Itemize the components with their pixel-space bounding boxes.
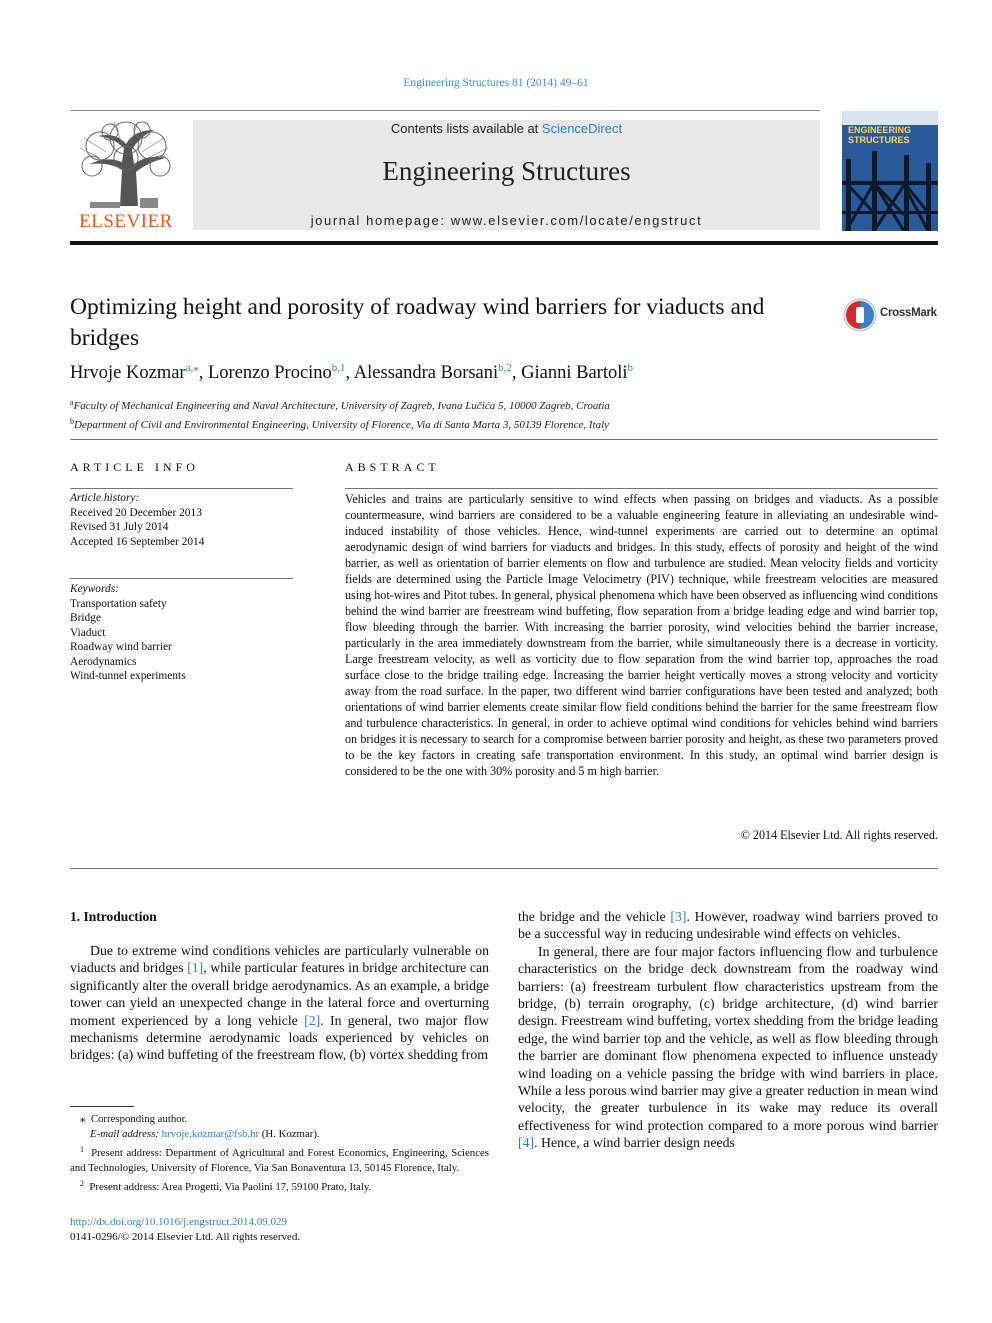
footnote-rule bbox=[70, 1106, 134, 1107]
reference-link[interactable]: [3] bbox=[670, 909, 687, 924]
article-info-rule bbox=[70, 488, 293, 489]
author-list: Hrvoje Kozmar$^{a,⁎}$, Lorenzo Procino$^{b,1}$, Alessandra Borsani$^{b,2}$, Gianni Bartoli$^b$ bbox=[70, 362, 634, 383]
keyword-item: Aerodynamics bbox=[70, 655, 137, 668]
reference-link[interactable]: [1] bbox=[187, 960, 204, 976]
body-column-left bbox=[70, 942, 489, 1064]
email-label: E-mail address: bbox=[90, 1128, 162, 1140]
section-heading: 1. Introduction bbox=[70, 909, 157, 924]
cover-title-line2: STRUCTURES bbox=[848, 135, 910, 145]
reference-link[interactable]: [2] bbox=[304, 1012, 321, 1028]
author-affiliation-mark[interactable]: a,⁎ bbox=[185, 362, 199, 374]
footnote-email bbox=[70, 1127, 489, 1142]
body-column-right bbox=[518, 908, 938, 1152]
journal-name: Engineering Structures bbox=[382, 156, 631, 186]
text-run: . In general, two major flow mechanisms determine aerodynamic loads experienced by vehicles on bridges: (a) wind buffeting of the freestream flow, (b) vortex shedding from bbox=[70, 1012, 489, 1063]
history-label: Article history: bbox=[70, 492, 140, 504]
keyword-item: Viaduct bbox=[70, 626, 106, 639]
journal-banner bbox=[193, 120, 820, 230]
affiliation-list bbox=[70, 395, 930, 433]
abstract-heading: ABSTRACT bbox=[345, 460, 440, 474]
footnote-corresponding bbox=[70, 1112, 489, 1127]
article-title: Optimizing height and porosity of roadway wind barriers for viaducts and bridges bbox=[70, 294, 765, 351]
footnote-mark: ⁎ bbox=[80, 1113, 86, 1125]
abstract-copyright: © 2014 Elsevier Ltd. All rights reserved. bbox=[740, 828, 938, 842]
author-name[interactable]: Gianni Bartoli bbox=[521, 363, 628, 383]
affiliation-mark: a bbox=[70, 398, 74, 407]
footnote-mark: 1 bbox=[80, 1145, 84, 1154]
elsevier-tree-icon bbox=[70, 118, 182, 210]
keyword-item: Transportation safety bbox=[70, 597, 167, 610]
keyword-item: Wind-tunnel experiments bbox=[70, 670, 186, 682]
footnote-1 bbox=[70, 1142, 489, 1176]
section-rule bbox=[70, 868, 938, 869]
affiliation-item bbox=[70, 414, 930, 433]
elsevier-wordmark: ELSEVIER bbox=[79, 211, 173, 232]
text-run: Due to extreme wind conditions vehicles are particularly vulnerable on viaducts and bridges bbox=[70, 943, 489, 976]
reference-link[interactable]: [4] bbox=[518, 1135, 535, 1151]
footnotes bbox=[70, 1112, 489, 1195]
cover-title-line1: ENGINEERING bbox=[848, 125, 912, 135]
header-thick-rule bbox=[70, 241, 938, 245]
contents-line bbox=[193, 121, 820, 136]
paragraph bbox=[70, 942, 489, 1064]
history-item: Received 20 December 2013 bbox=[70, 506, 202, 519]
keyword-item: Roadway wind barrier bbox=[70, 641, 172, 653]
crossmark-badge[interactable] bbox=[842, 297, 942, 333]
footnote-2 bbox=[70, 1176, 489, 1195]
contents-prefix: Contents lists available at bbox=[390, 121, 542, 136]
article-info-heading: ARTICLE INFO bbox=[70, 460, 199, 474]
footnote-text: Present address: Area Progetti, Via Paolini 17, 59100 Prato, Italy. bbox=[89, 1181, 372, 1193]
keywords-rule bbox=[70, 578, 293, 579]
keywords-label: Keywords: bbox=[70, 583, 119, 595]
homepage-prefix: journal homepage: bbox=[310, 213, 451, 228]
journal-citation[interactable]: Engineering Structures 81 (2014) 49–61 bbox=[403, 77, 589, 89]
article-history bbox=[70, 491, 293, 549]
doi-link[interactable]: http://dx.doi.org/10.1016/j.engstruct.2014.09.029 bbox=[70, 1216, 288, 1228]
affiliation-text: Department of Civil and Environmental Engineering, University of Florence, Via di Santa Marta 3, 50139 Florence, Italy bbox=[74, 419, 610, 431]
email-suffix: (H. Kozmar). bbox=[259, 1128, 320, 1140]
email-link[interactable]: hrvoje.kozmar@fsb.hr bbox=[161, 1128, 260, 1140]
affiliation-mark: b bbox=[70, 417, 74, 426]
keyword-item: Bridge bbox=[70, 612, 102, 624]
crossmark-icon bbox=[842, 297, 878, 333]
history-item: Revised 31 July 2014 bbox=[70, 521, 169, 533]
paragraph bbox=[518, 908, 938, 943]
journal-homepage bbox=[193, 213, 820, 228]
crossmark-label: CrossMark bbox=[880, 307, 937, 319]
history-item: Accepted 16 September 2014 bbox=[70, 535, 205, 548]
cover-title bbox=[848, 125, 934, 145]
homepage-link[interactable]: www.elsevier.com/locate/engstruct bbox=[450, 213, 703, 228]
author-name[interactable]: Hrvoje Kozmar bbox=[70, 363, 186, 383]
text-run: the bridge and the vehicle bbox=[518, 909, 671, 924]
abstract-text: Vehicles and trains are particularly sensitive to wind effects when passing on bridges and viaducts. As a possible countermeasure, wind barriers are considered to be a valuable engineering feature in alleviating an undesirable wind-induced instability of those vehicles. Hence, wind-tunnel experiments are carried out to determine an optimal aerodynamic design of wind barriers for viaducts and bridges. In this study, effects of porosity and height of the wind barrier, as well as orientation of barrier elements on flow and turbulence are studied. Mean velocity fields and vorticity fields are determined using the Particle Image Velocimetry (PIV) technique, while freestream velocities are measured using hot-wires and Pitot tubes. In general, physical phenomena which have been observed as influencing wind conditions behind the wind barrier are freestream wind buffeting, flow separation from a bridge leading edge and wind barrier top, flow bleeding through the barrier. With increasing the barrier porosity, wind velocities behind the barrier increase, particularly in the area immediately downstream from the barrier, while simultaneously there is a decrease in vorticity. Large freestream velocity, as well as vorticity due to flow separation from the wind barrier top, approaches the road surface close to the bridge trailing edge. Increasing the barrier height vertically moves a strong velocity and vorticity away from the road surface. In the paper, two different wind barrier configurations have been tested and analyzed; both orientations of wind barrier elements create similar flow field conditions behind the barrier for the same freestream flow and turbulence characteristics. In general, in order to achieve optimal wind conditions for vehicles behind wind barriers on bridges it is necessary to search for a compromise between barrier porosity and height, as these two parameters proved to be the key factors in creating safe transportation environment. In this study, an optimal wind barrier design is considered to be the one with 30% porosity and 5 m high barrier. bbox=[345, 492, 938, 778]
journal-cover[interactable] bbox=[842, 111, 938, 231]
section-rule bbox=[70, 439, 938, 440]
header-rule bbox=[70, 110, 820, 111]
issn-line: 0141-0296/© 2014 Elsevier Ltd. All rights reserved. bbox=[70, 1231, 301, 1243]
footnote-text: Corresponding author. bbox=[90, 1113, 188, 1125]
author-affiliation-mark[interactable]: b,1 bbox=[331, 362, 346, 374]
text-run: In general, there are four major factors influencing flow and turbulence characteristics on the bridge deck downstream from the roadway wind barriers: (a) freestream turbulent flow characteristics upstream from the bridge, (b) terrain orography, (c) bridge architecture, (d) wind barrier design. Freestream wind buffeting, vortex shedding from the bridge leading edge, the wind barrier top and the vehicle, as well as flow bleeding through the barrier are dominant flow phenomena expected to influence unsteady wind loading on a vehicle passing the bridge with wind barriers in place. While a less porous wind barrier may give a greater reduction in mean wind velocity, the greater turbulence in its wake may reduce its overall effectiveness for wind protection compared to a more porous wind barrier bbox=[518, 943, 938, 1133]
footnote-mark: 2 bbox=[80, 1179, 84, 1188]
text-run: , while particular features in bridge architecture can significantly alter the overall bridge aerodynamics. As an example, a bridge tower can yield an unexpected change in the lateral force and overturning moment experienced by a long vehicle bbox=[70, 960, 489, 1028]
affiliation-item bbox=[70, 395, 930, 414]
author-name[interactable]: Lorenzo Procino bbox=[207, 363, 332, 383]
footnote-text: Present address: Department of Agricultural and Forest Economics, Engineering, Sciences and Technologies, University of Florence, Via San Bonaventura 13, 50145 Florence, Italy. bbox=[70, 1147, 489, 1174]
affiliation-text: Faculty of Mechanical Engineering and Naval Architecture, University of Zagreb, Ivana Lučića 5, 10000 Zagreb, Croatia bbox=[73, 400, 610, 412]
author-name[interactable]: Alessandra Borsani bbox=[353, 363, 499, 383]
sciencedirect-link[interactable]: ScienceDirect bbox=[541, 121, 623, 136]
elsevier-logo bbox=[70, 118, 182, 233]
author-affiliation-mark[interactable]: b,2 bbox=[498, 362, 512, 374]
keyword-list bbox=[70, 582, 293, 684]
text-run: . However, roadway wind barriers proved to be a successful way in reducing undesirable wind effects on vehicles. bbox=[518, 909, 938, 942]
text-run: . Hence, a wind barrier design needs bbox=[534, 1135, 735, 1151]
paragraph bbox=[518, 943, 938, 1152]
author-affiliation-mark[interactable]: b bbox=[627, 362, 634, 374]
abstract-rule bbox=[345, 488, 938, 489]
